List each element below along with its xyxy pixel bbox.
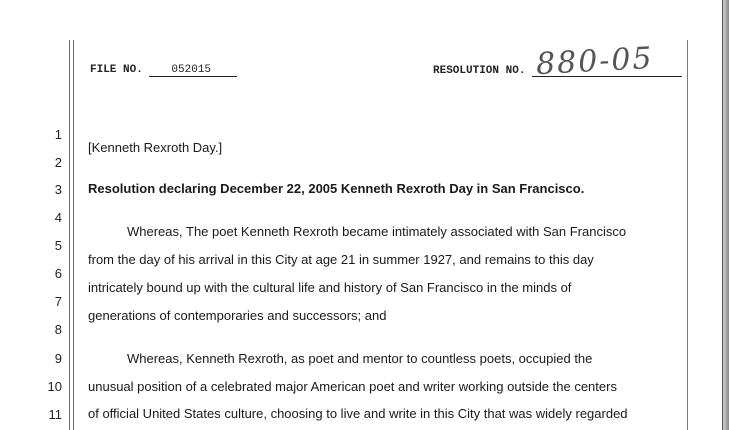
line-number: 4: [54, 210, 62, 225]
line-number: 5: [54, 238, 62, 253]
line-number: 9: [54, 351, 62, 366]
line-number: 7: [54, 294, 62, 309]
resolution-number-label: RESOLUTION NO.: [433, 65, 526, 77]
right-margin-rule: [687, 40, 688, 430]
file-number-label: FILE NO.: [90, 64, 143, 76]
left-margin-rule-inner: [73, 40, 74, 430]
paragraph-line: of official United States culture, choosing to live and write in this City that was widely regarded: [88, 406, 628, 421]
line-number: 2: [54, 155, 62, 170]
resolution-title: Resolution declaring December 22, 2005 Kenneth Rexroth Day in San Francisco.: [88, 181, 585, 196]
line-number: 1: [54, 127, 62, 142]
paragraph-line: intricately bound up with the cultural life and history of San Francisco in the minds of: [88, 280, 572, 295]
paragraph-line: generations of contemporaries and successors; and: [88, 308, 387, 323]
paragraph-line: unusual position of a celebrated major American poet and writer working outside the centers: [88, 379, 617, 394]
line-number: 3: [54, 182, 62, 197]
paragraph-line: from the day of his arrival in this City at age 21 in summer 1927, and remains to this day: [88, 252, 594, 267]
paragraph-line: Whereas, Kenneth Rexroth, as poet and mentor to countless poets, occupied the: [127, 351, 593, 366]
line-number: 8: [54, 322, 62, 337]
file-number-value: 052015: [149, 64, 237, 77]
line-number: 6: [54, 266, 62, 281]
left-margin-rule: [69, 40, 70, 430]
file-number-field: [90, 64, 237, 77]
line-number: 11: [48, 407, 62, 422]
handwritten-resolution-number: 880-05: [535, 40, 655, 83]
document-subject: [Kenneth Rexroth Day.]: [88, 140, 223, 155]
paragraph-line: Whereas, The poet Kenneth Rexroth became intimately associated with San Francisco: [127, 224, 627, 239]
page-edge-shadow: [723, 0, 729, 430]
line-number: 10: [47, 379, 62, 394]
